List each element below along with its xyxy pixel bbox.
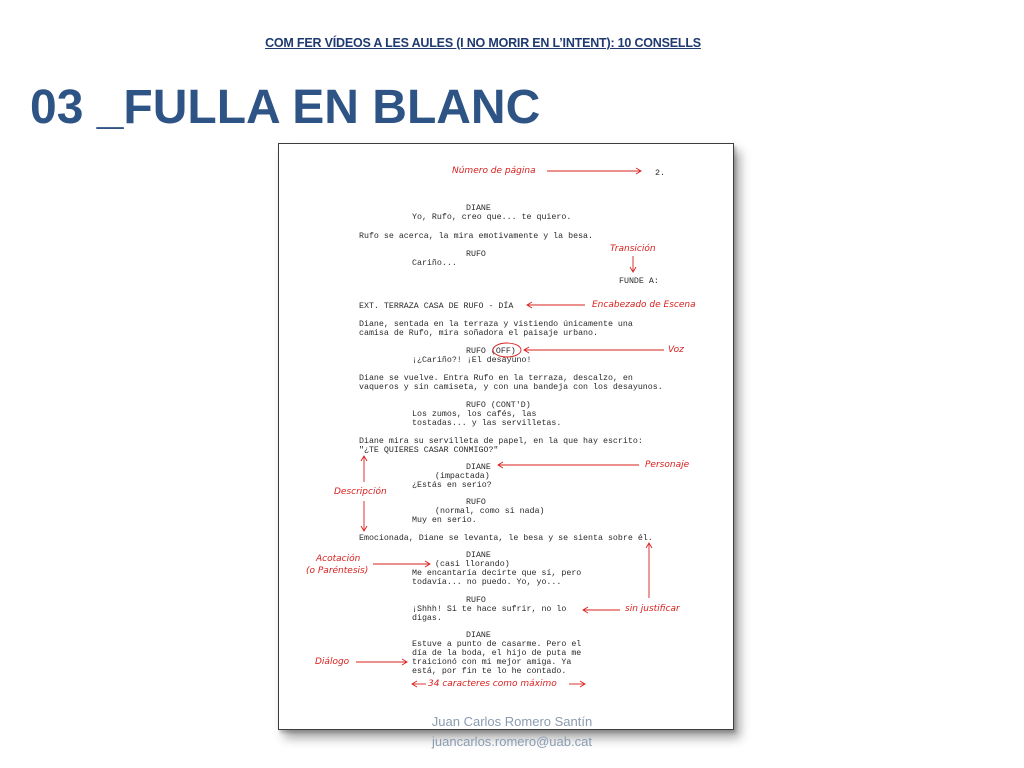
character-cue: RUFO (CONT'D) (466, 401, 531, 410)
annotation-personaje: Personaje (645, 460, 690, 470)
dialogue-line: tostadas... y las servilletas. (412, 419, 562, 428)
dialogue-line: traicionó con mi mejor amiga. Ya (412, 658, 572, 667)
annotation-numero-pagina: Número de página (452, 166, 536, 176)
character-cue: RUFO (OFF) (466, 347, 516, 356)
dialogue-line: Cariño... (412, 259, 457, 268)
presentation-header: COM FER VÍDEOS A LES AULES (I NO MORIR EN L’INTENT): 10 CONSELLS (265, 36, 701, 50)
dialogue-line: Yo, Rufo, creo que... te quiero. (412, 213, 572, 222)
dialogue-line: Muy en serio. (412, 516, 477, 525)
annotation-parentesis: (o Paréntesis) (306, 566, 369, 576)
character-cue: DIANE (466, 463, 491, 472)
slide-title: 03 _FULLA EN BLANC (30, 81, 541, 134)
annotation-descripcion: Descripción (334, 487, 387, 497)
annotation-sin-justificar: sin justificar (625, 604, 680, 614)
action-line: Rufo se acerca, la mira emotivamente y la besa. (359, 232, 594, 241)
character-cue: RUFO (466, 596, 486, 605)
parenthetical: (normal, como si nada) (435, 507, 545, 516)
transition-line: FUNDE A: (619, 277, 659, 286)
dialogue-line: digas. (412, 614, 442, 623)
dialogue-line: día de la boda, el hijo de puta me (412, 649, 582, 658)
dialogue-line: ¡Shhh! Si te hace sufrir, no lo (412, 605, 567, 614)
annotation-voz: Voz (668, 345, 684, 355)
character-cue: RUFO (466, 250, 486, 259)
dialogue-line: está, por fin te lo he contado. (412, 667, 567, 676)
parenthetical: (impactada) (435, 472, 490, 481)
footer-author: Juan Carlos Romero Santín (431, 714, 593, 729)
action-line: vaqueros y sin camiseta, y con una bandeja con los desayunos. (359, 383, 663, 392)
annotation-acotacion: Acotación (316, 554, 361, 564)
dialogue-line: todavía... no puedo. Yo, yo... (412, 578, 562, 587)
action-line: Diane, sentada en la terraza y vistiendo únicamente una (359, 320, 633, 329)
action-line: Diane se vuelve. Entra Rufo en la terraza, descalzo, en (359, 374, 633, 383)
dialogue-line: ¿Estás en serio? (412, 481, 492, 490)
dialogue-line: Los zumos, los cafés, las (412, 410, 537, 419)
annotation-transicion: Transición (610, 244, 656, 254)
character-cue: DIANE (466, 204, 491, 213)
character-cue: DIANE (466, 631, 491, 640)
character-cue: RUFO (466, 498, 486, 507)
scene-heading: EXT. TERRAZA CASA DE RUFO - DÍA (359, 302, 514, 311)
action-line: Diane mira su servilleta de papel, en la que hay escrito: (359, 437, 643, 446)
annotation-dialogo: Diálogo (315, 657, 350, 667)
page-number: 2. (655, 169, 665, 178)
dialogue-line: ¡¿Cariño?! ¡El desayuno! (412, 356, 532, 365)
action-line: camisa de Rufo, mira soñadora el paisaje urbano. (359, 329, 598, 338)
parenthetical: (casi llorando) (435, 560, 510, 569)
footer-email: juancarlos.romero@uab.cat (432, 734, 592, 749)
annotation-max-chars: 34 caracteres como máximo (428, 679, 557, 689)
action-line: "¿TE QUIERES CASAR CONMIGO?" (359, 446, 499, 455)
dialogue-line: Estuve a punto de casarme. Pero el (412, 640, 582, 649)
screenplay-page-image (278, 143, 734, 730)
annotation-encabezado: Encabezado de Escena (592, 300, 696, 310)
character-cue: DIANE (466, 551, 491, 560)
dialogue-line: Me encantaría decirte que sí, pero (412, 569, 582, 578)
action-line: Emocionada, Diane se levanta, le besa y se sienta sobre él. (359, 534, 653, 543)
